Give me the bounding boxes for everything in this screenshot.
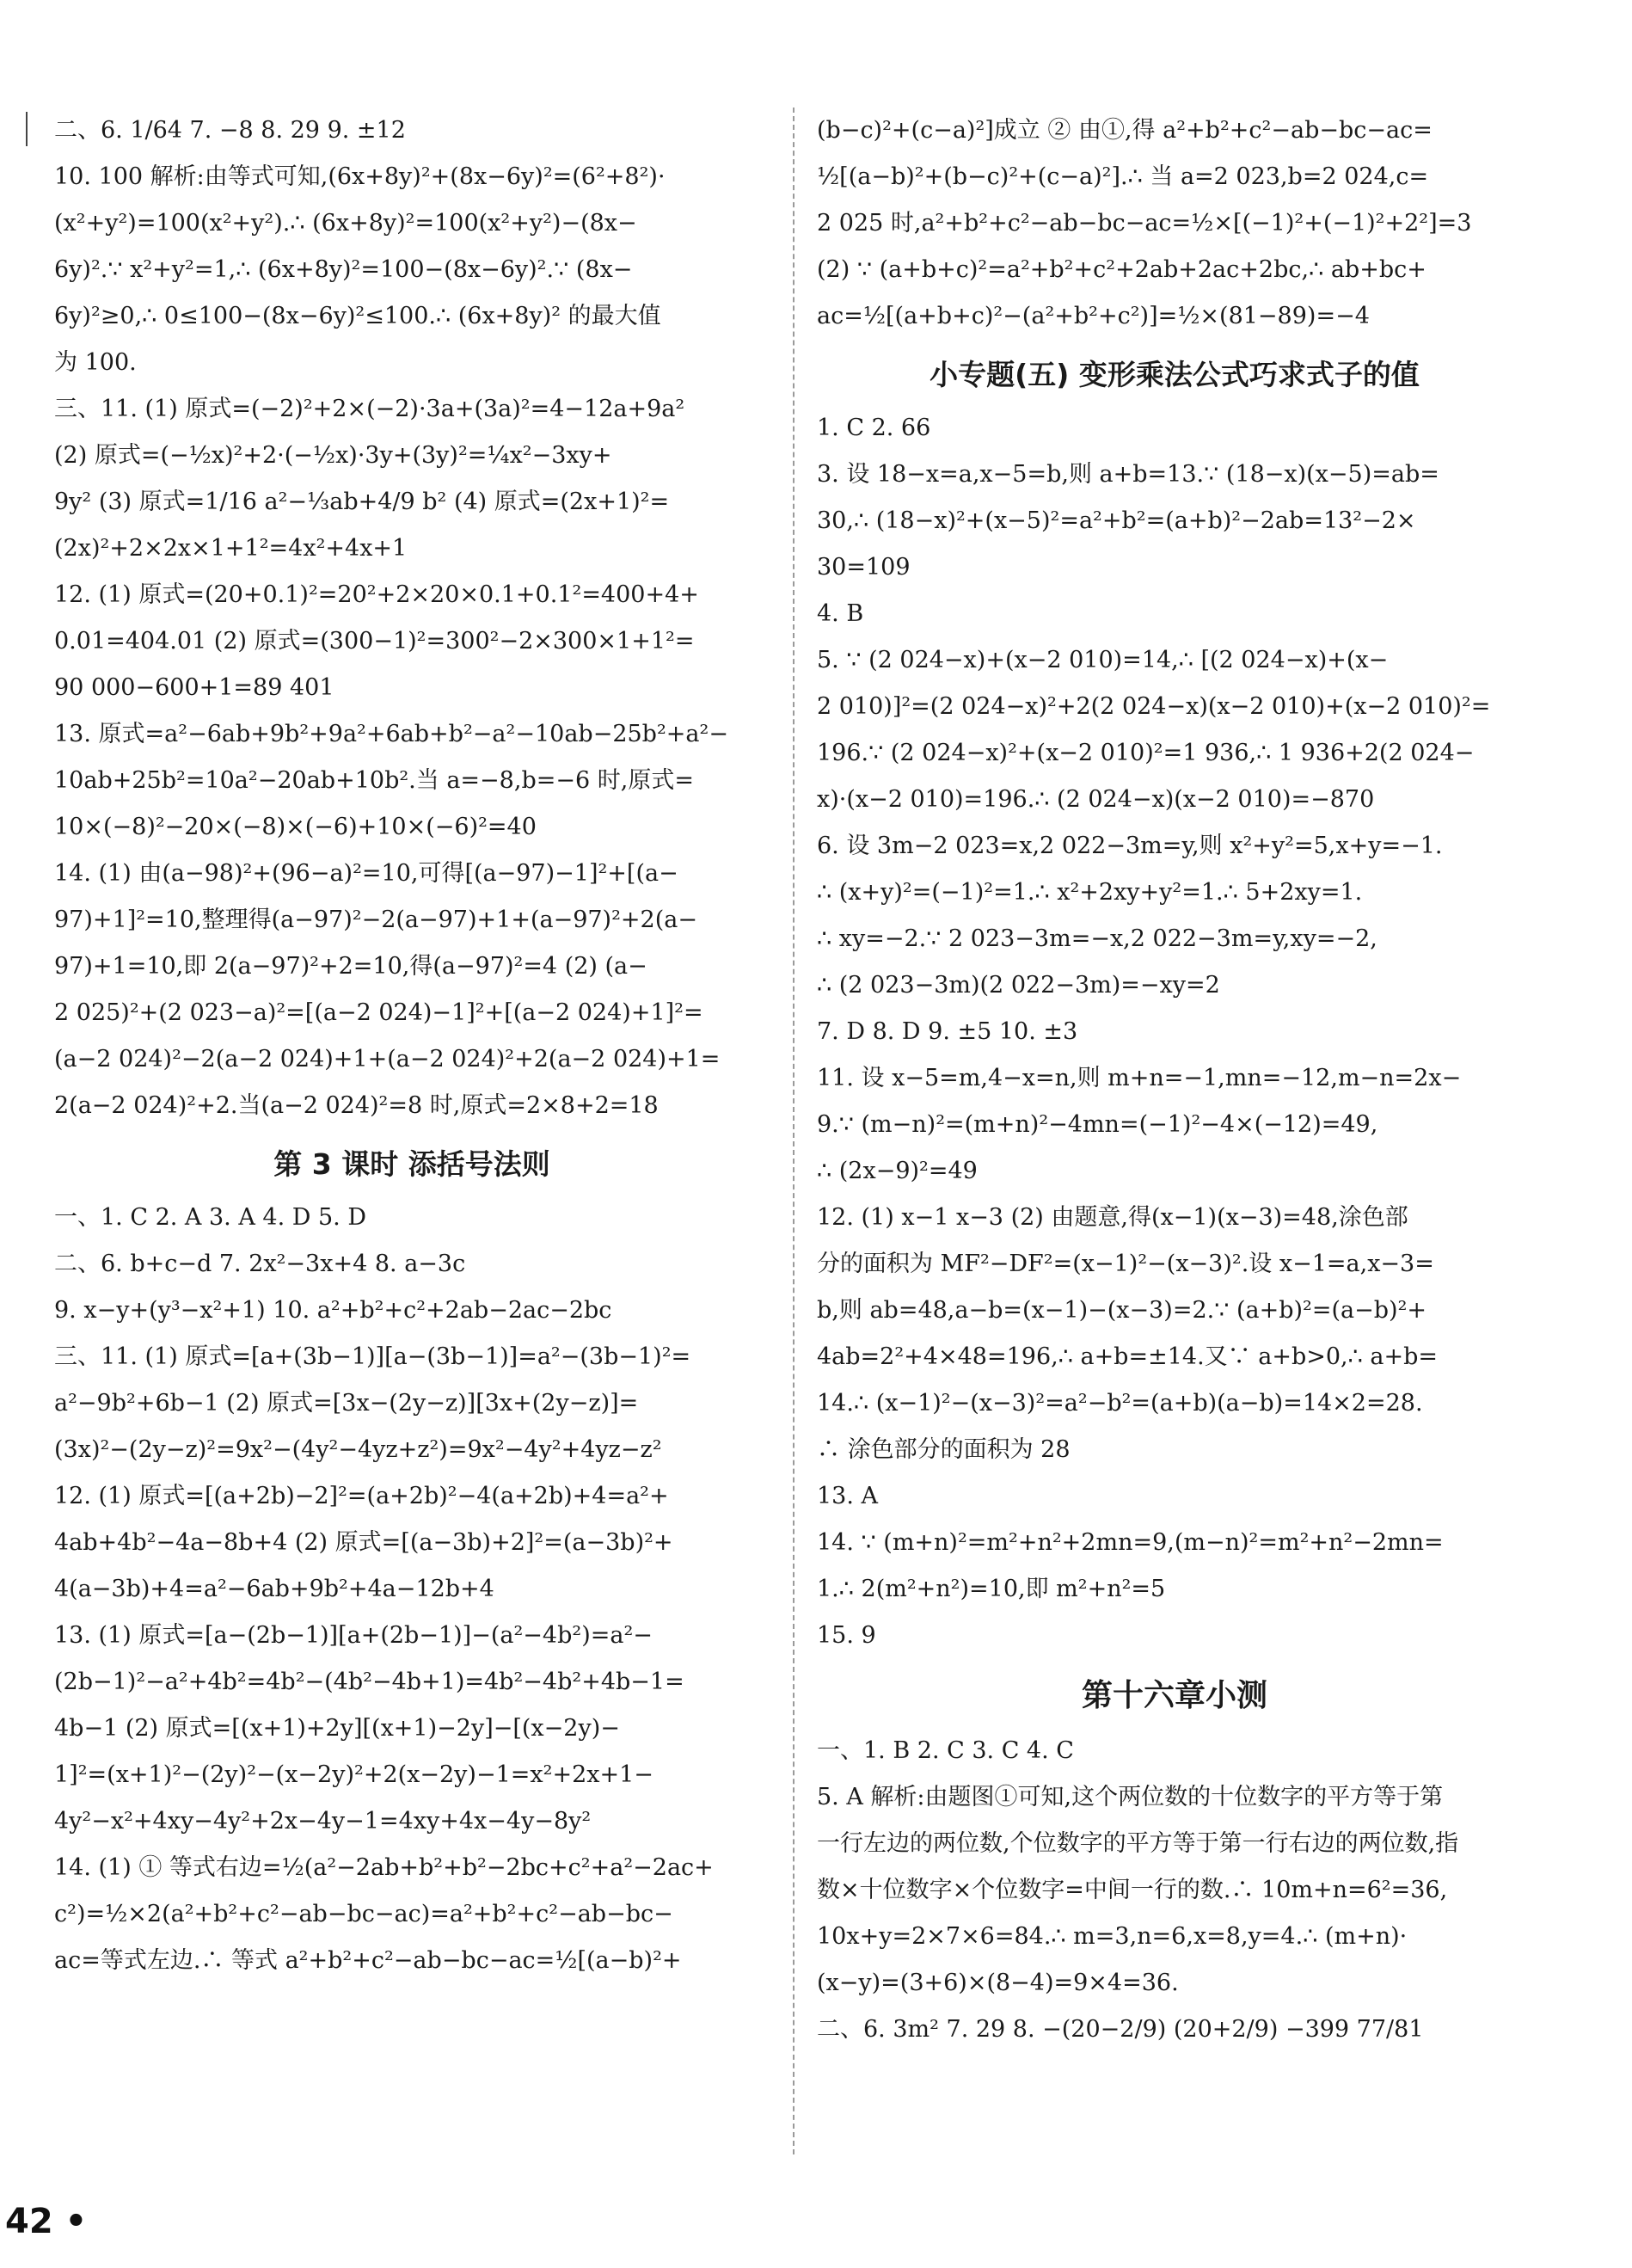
answer-line: 一、1. B 2. C 3. C 4. C <box>817 1737 1074 1764</box>
answer-line: 分的面积为 MF²−DF²=(x−1)²−(x−3)².设 x−1=a,x−3= <box>817 1251 1434 1277</box>
margin-mark <box>26 112 28 146</box>
answer-line: 数×十位数字×个位数字=中间一行的数.∴ 10m+n=6²=36, <box>817 1877 1448 1903</box>
answer-line: 4ab=2²+4×48=196,∴ a+b=±14.又∵ a+b>0,∴ a+b= <box>817 1343 1439 1370</box>
answer-line: 10x+y=2×7×6=84.∴ m=3,n=6,x=8,y=4.∴ (m+n)· <box>817 1923 1408 1950</box>
answer-line: 9.∵ (m−n)²=(m+n)²−4mn=(−1)²−4×(−12)=49, <box>817 1111 1378 1138</box>
answer-line: 一、1. C 2. A 3. A 4. D 5. D <box>54 1204 366 1231</box>
section-title: 小专题(五) 变形乘法公式巧求式子的值 <box>930 358 1420 391</box>
answer-line: ac=½[(a+b+c)²−(a²+b²+c²)]=½×(81−89)=−4 <box>817 303 1370 329</box>
column-divider <box>793 108 795 2154</box>
answer-line: 13. A <box>817 1483 879 1509</box>
answer-line: ac=等式左边.∴ 等式 a²+b²+c²−ab−bc−ac=½[(a−b)²+ <box>54 1947 682 1974</box>
answer-line: 2 010)]²=(2 024−x)²+2(2 024−x)(x−2 010)+(x−2 010)²= <box>817 693 1491 720</box>
answer-line: 5. A 解析:由题图①可知,这个两位数的十位数字的平方等于第 <box>817 1784 1444 1810</box>
answer-line: 三、11. (1) 原式=[a+(3b−1)][a−(3b−1)]=a²−(3b−1)²= <box>54 1343 691 1370</box>
answer-line: ∴ xy=−2.∵ 2 023−3m=−x,2 022−3m=y,xy=−2, <box>817 925 1377 952</box>
answer-line: 6y)².∵ x²+y²=1,∴ (6x+8y)²=100−(8x−6y)².∵ (8x− <box>54 256 633 283</box>
answer-line: 13. (1) 原式=[a−(2b−1)][a+(2b−1)]−(a²−4b²)=a²− <box>54 1622 653 1649</box>
answer-line: 一行左边的两位数,个位数字的平方等于第一行右边的两位数,指 <box>817 1830 1459 1857</box>
answer-line: 2(a−2 024)²+2.当(a−2 024)²=8 时,原式=2×8+2=18 <box>54 1092 659 1119</box>
answer-line: 4(a−3b)+4=a²−6ab+9b²+4a−12b+4 <box>54 1576 494 1602</box>
answer-line: 2 025)²+(2 023−a)²=[(a−2 024)−1]²+[(a−2 024)+1]²= <box>54 999 703 1026</box>
answer-line: (b−c)²+(c−a)²]成立 ② 由①,得 a²+b²+c²−ab−bc−ac= <box>817 117 1433 144</box>
answer-line: 15. 9 <box>817 1622 876 1649</box>
answer-line: 二、6. 3m² 7. 29 8. −(20−2/9) (20+2/9) −399 77/81 <box>817 2016 1424 2043</box>
answer-line: 14. (1) ① 等式右边=½(a²−2ab+b²+b²−2bc+c²+a²−2ac+ <box>54 1854 714 1881</box>
answer-line: 6y)²≥0,∴ 0≤100−(8x−6y)²≤100.∴ (6x+8y)² 的最大值 <box>54 303 661 329</box>
answer-line: c²)=½×2(a²+b²+c²−ab−bc−ac)=a²+b²+c²−ab−bc− <box>54 1901 673 1927</box>
answer-line: (2b−1)²−a²+4b²=4b²−(4b²−4b+1)=4b²−4b²+4b−1= <box>54 1669 684 1695</box>
answer-line: 三、11. (1) 原式=(−2)²+2×(−2)·3a+(3a)²=4−12a+9a² <box>54 396 685 422</box>
answer-line: 10ab+25b²=10a²−20ab+10b².当 a=−8,b=−6 时,原式= <box>54 767 694 794</box>
answer-line: 14.∴ (x−1)²−(x−3)²=a²−b²=(a+b)(a−b)=14×2=28. <box>817 1390 1423 1417</box>
answer-line: 4. B <box>817 600 864 627</box>
answer-line: (a−2 024)²−2(a−2 024)+1+(a−2 024)²+2(a−2 024)+1= <box>54 1046 721 1073</box>
answer-line: (2x)²+2×2x×1+1²=4x²+4x+1 <box>54 535 408 562</box>
answer-line: 13. 原式=a²−6ab+9b²+9a²+6ab+b²−a²−10ab−25b²+a²− <box>54 721 728 747</box>
answer-line: (2) 原式=(−½x)²+2·(−½x)·3y+(3y)²=¼x²−3xy+ <box>54 442 612 469</box>
answer-line: 30=109 <box>817 554 911 581</box>
answer-line: 5. ∵ (2 024−x)+(x−2 010)=14,∴ [(2 024−x)+(x− <box>817 647 1389 673</box>
answer-line: 10. 100 解析:由等式可知,(6x+8y)²+(8x−6y)²=(6²+8²)· <box>54 163 666 190</box>
answer-line: 10×(−8)²−20×(−8)×(−6)+10×(−6)²=40 <box>54 814 537 840</box>
answer-line: 196.∵ (2 024−x)²+(x−2 010)²=1 936,∴ 1 936+2(2 024− <box>817 740 1475 766</box>
answer-line: (x−y)=(3+6)×(8−4)=9×4=36. <box>817 1970 1179 1996</box>
answer-line: (2) ∵ (a+b+c)²=a²+b²+c²+2ab+2ac+2bc,∴ ab+bc+ <box>817 256 1426 283</box>
answer-line: 1.∴ 2(m²+n²)=10,即 m²+n²=5 <box>817 1576 1166 1602</box>
answer-line: a²−9b²+6b−1 (2) 原式=[3x−(2y−z)][3x+(2y−z)]= <box>54 1390 639 1417</box>
answer-line: (3x)²−(2y−z)²=9x²−(4y²−4yz+z²)=9x²−4y²+4yz−z² <box>54 1436 662 1463</box>
answer-line: 12. (1) x−1 x−3 (2) 由题意,得(x−1)(x−3)=48,涂色部 <box>817 1204 1408 1231</box>
answer-line: 为 100. <box>54 349 137 376</box>
answer-line: 12. (1) 原式=[(a+2b)−2]²=(a+2b)²−4(a+2b)+4=a²+ <box>54 1483 669 1509</box>
answer-line: 30,∴ (18−x)²+(x−5)²=a²+b²=(a+b)²−2ab=13²−2× <box>817 507 1416 534</box>
left-column <box>54 108 770 1984</box>
answer-line: 97)+1]²=10,整理得(a−97)²−2(a−97)+1+(a−97)²+2(a− <box>54 907 697 933</box>
answer-line: 12. (1) 原式=(20+0.1)²=20²+2×20×0.1+0.1²=400+4+ <box>54 581 699 608</box>
answer-line: 90 000−600+1=89 401 <box>54 674 334 701</box>
answer-line: 14. (1) 由(a−98)²+(96−a)²=10,可得[(a−97)−1]²+[(a− <box>54 860 678 887</box>
section-title: 第十六章小测 <box>1081 1678 1267 1713</box>
answer-line: 97)+1=10,即 2(a−97)²+2=10,得(a−97)²=4 (2) (a− <box>54 953 647 980</box>
answer-line: 1. C 2. 66 <box>817 415 931 441</box>
answer-line: 3. 设 18−x=a,x−5=b,则 a+b=13.∵ (18−x)(x−5)=ab= <box>817 461 1439 488</box>
answer-line: x)·(x−2 010)=196.∴ (2 024−x)(x−2 010)=−870 <box>817 786 1375 813</box>
answer-line: 6. 设 3m−2 023=x,2 022−3m=y,则 x²+y²=5,x+y=−1. <box>817 833 1443 859</box>
answer-line: ∴ (x+y)²=(−1)²=1.∴ x²+2xy+y²=1.∴ 5+2xy=1. <box>817 879 1363 906</box>
answer-line: 2 025 时,a²+b²+c²−ab−bc−ac=½×[(−1)²+(−1)²+2²]=3 <box>817 210 1472 237</box>
answer-line: 二、6. b+c−d 7. 2x²−3x+4 8. a−3c <box>54 1251 466 1277</box>
answer-line: 0.01=404.01 (2) 原式=(300−1)²=300²−2×300×1+1²= <box>54 628 695 655</box>
answer-line: 7. D 8. D 9. ±5 10. ±3 <box>817 1018 1078 1045</box>
answer-line: ∴ (2 023−3m)(2 022−3m)=−xy=2 <box>817 972 1220 999</box>
answer-line: 4y²−x²+4xy−4y²+2x−4y−1=4xy+4x−4y−8y² <box>54 1808 592 1835</box>
section-title: 第 3 课时 添括号法则 <box>273 1147 550 1181</box>
answer-line: 二、6. 1/64 7. −8 8. 29 9. ±12 <box>54 117 406 144</box>
right-column <box>817 108 1532 2053</box>
answer-line: 9. x−y+(y³−x²+1) 10. a²+b²+c²+2ab−2ac−2bc <box>54 1297 612 1324</box>
answer-line: 14. ∵ (m+n)²=m²+n²+2mn=9,(m−n)²=m²+n²−2mn= <box>817 1529 1444 1556</box>
answer-line: ∴ 涂色部分的面积为 28 <box>817 1436 1071 1463</box>
answer-line: ½[(a−b)²+(b−c)²+(c−a)²].∴ 当 a=2 023,b=2 024,c= <box>817 163 1429 190</box>
page-number: 42 • <box>5 2202 88 2241</box>
answer-line: 11. 设 x−5=m,4−x=n,则 m+n=−1,mn=−12,m−n=2x− <box>817 1065 1462 1091</box>
answer-line: b,则 ab=48,a−b=(x−1)−(x−3)=2.∵ (a+b)²=(a−b)²+ <box>817 1297 1427 1324</box>
answer-line: 4b−1 (2) 原式=[(x+1)+2y][(x+1)−2y]−[(x−2y)− <box>54 1715 620 1742</box>
answer-line: 4ab+4b²−4a−8b+4 (2) 原式=[(a−3b)+2]²=(a−3b)²+ <box>54 1529 673 1556</box>
answer-line: (x²+y²)=100(x²+y²).∴ (6x+8y)²=100(x²+y²)−(8x− <box>54 210 637 237</box>
answer-line: ∴ (2x−9)²=49 <box>817 1158 978 1184</box>
answer-line: 9y² (3) 原式=1/16 a²−⅓ab+4/9 b² (4) 原式=(2x+1)²= <box>54 489 670 515</box>
answer-line: 1]²=(x+1)²−(2y)²−(x−2y)²+2(x−2y)−1=x²+2x+1− <box>54 1761 653 1788</box>
